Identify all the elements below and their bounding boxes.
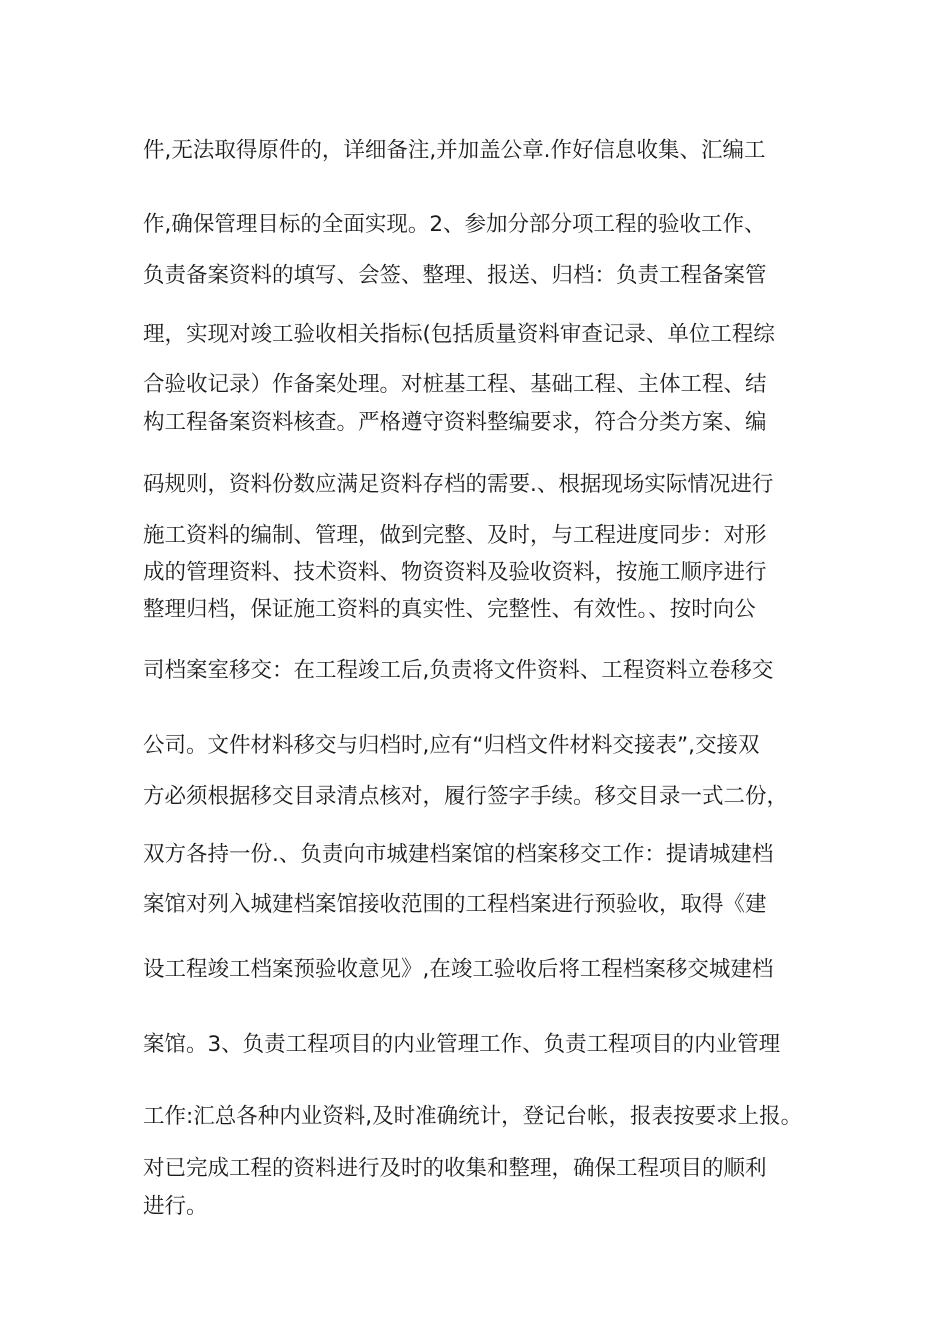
text-line: 对已完成工程的资料进行及时的收集和整理，确保工程项目的顺利 [143, 1156, 767, 1181]
text-line: 案馆对列入城建档案馆接收范围的工程档案进行预验收，取得《建 [143, 892, 767, 917]
text-line: 方必须根据移交目录清点核对，履行签字手续。移交目录一式二份， [143, 784, 789, 809]
text-line: 案馆。3、负责工程项目的内业管理工作、负责工程项目的内业管理 [143, 1032, 781, 1057]
text-line: 设工程竣工档案预验收意见》,在竣工验收后将工程档案移交城建档 [143, 957, 774, 982]
text-line: 合验收记录）作备案处理。对桩基工程、基础工程、主体工程、结 [143, 372, 767, 397]
text-line: 件,无法取得原件的，详细备注,并加盖公章.作好信息收集、汇编工 [143, 138, 766, 163]
text-line: 进行。 [143, 1194, 208, 1219]
text-line: 构工程备案资料核查。严格遵守资料整编要求，符合分类方案、编 [143, 410, 767, 435]
text-line: 码规则，资料份数应满足资料存档的需要.、根据现场实际情况进行 [143, 472, 774, 497]
text-line: 作,确保管理目标的全面实现。2、参加分部分项工程的验收工作、 [143, 212, 766, 237]
text-line: 负责备案资料的填写、会签、整理、报送、归档：负责工程备案管 [143, 263, 767, 288]
text-line: 工作:汇总各种内业资料,及时准确统计，登记台帐，报表按要求上报。 [143, 1104, 803, 1129]
text-line: 成的管理资料、技术资料、物资资料及验收资料，按施工顺序进行 [143, 560, 767, 585]
text-line: 双方各持一份.、负责向市城建档案馆的档案移交工作：提请城建档 [143, 842, 774, 867]
text-line: 整理归档，保证施工资料的真实性、完整性、有效性。、按时向公 [143, 597, 756, 622]
text-line: 公司。文件材料移交与归档时,应有“归档文件材料交接表”,交接双 [143, 733, 760, 758]
text-line: 司档案室移交：在工程竣工后,负责将文件资料、工程资料立卷移交 [143, 658, 774, 683]
text-line: 理，实现对竣工验收相关指标(包括质量资料审查记录、单位工程综 [143, 322, 775, 347]
text-line: 施工资料的编制、管理，做到完整、及时，与工程进度同步：对形 [143, 523, 767, 548]
